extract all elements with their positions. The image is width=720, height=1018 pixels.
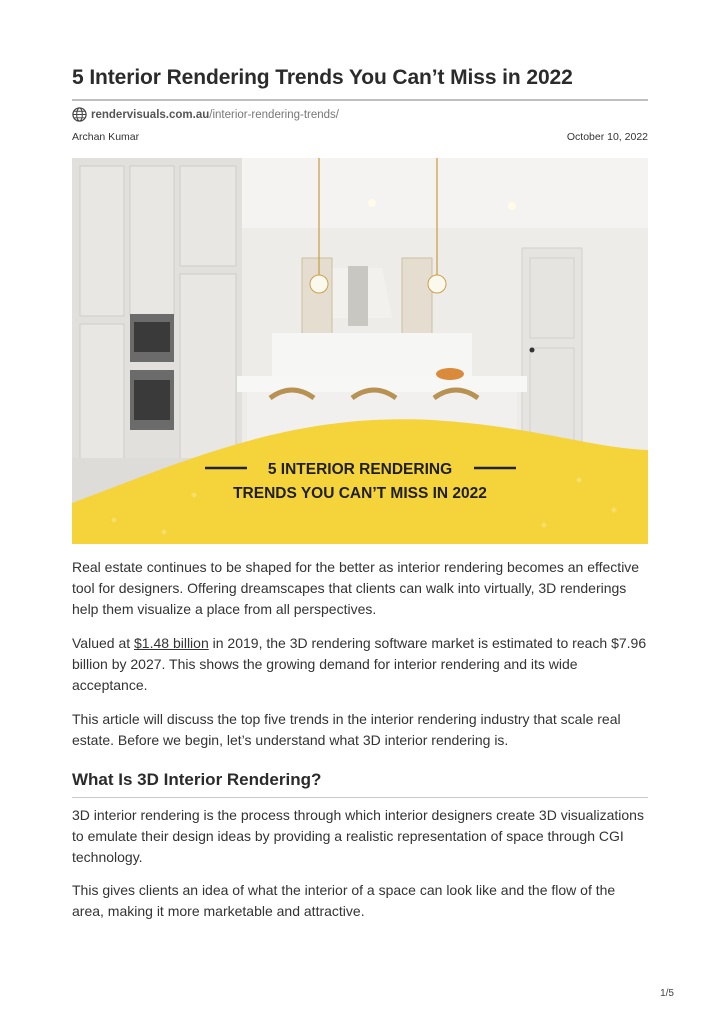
p2-text-before: Valued at [72,635,135,651]
article-title: 5 Interior Rendering Trends You Can’t Miss in 2022 [72,66,573,89]
p2-text-after: in 2019, the 3D rendering software market is estimated to reach $7.96 billion by 2027. This shows the growing demand for interior rendering and its wide acceptance. [72,635,647,693]
source-path[interactable]: /interior-rendering-trends/ [209,108,340,121]
kitchen-render-illustration [72,158,648,544]
paragraph-intro: Real estate continues to be shaped for the better as interior rendering becomes an effective tool for designers. Offering dreamscapes that clients can walk into virtually, 3D renderings help them visualize a place from all perspectives. [72,559,640,617]
banner-line-2: TRENDS YOU CAN’T MISS IN 2022 [233,485,487,502]
source-domain[interactable]: rendervisuals.com.au [91,108,210,121]
hero-image [72,158,648,544]
author-name: Archan Kumar [72,131,140,143]
page-number: 1/5 [660,988,674,999]
source-link[interactable] [72,107,339,122]
banner-line-1: 5 INTERIOR RENDERING [267,461,453,478]
globe-icon [72,107,87,122]
section-heading: What Is 3D Interior Rendering? [72,770,322,789]
publish-date: October 10, 2022 [566,131,648,143]
market-value-link[interactable]: $1.48 billion [134,635,209,651]
title-divider [72,99,648,101]
paragraph-benefit: This gives clients an idea of what the interior of a space can look like and the flow of the area, making it more marketable and attractive. [72,882,616,919]
paragraph-definition: 3D interior rendering is the process through which interior designers create 3D visualizations to emulate their design ideas by providing a realistic representation of space through CGI technology. [72,807,644,865]
paragraph-overview: This article will discuss the top five trends in the interior rendering industry that scale real estate. Before we begin, let’s understand what 3D interior rendering is. [72,711,621,748]
byline [72,131,648,143]
section-divider [72,797,648,798]
paragraph-market [72,633,648,696]
